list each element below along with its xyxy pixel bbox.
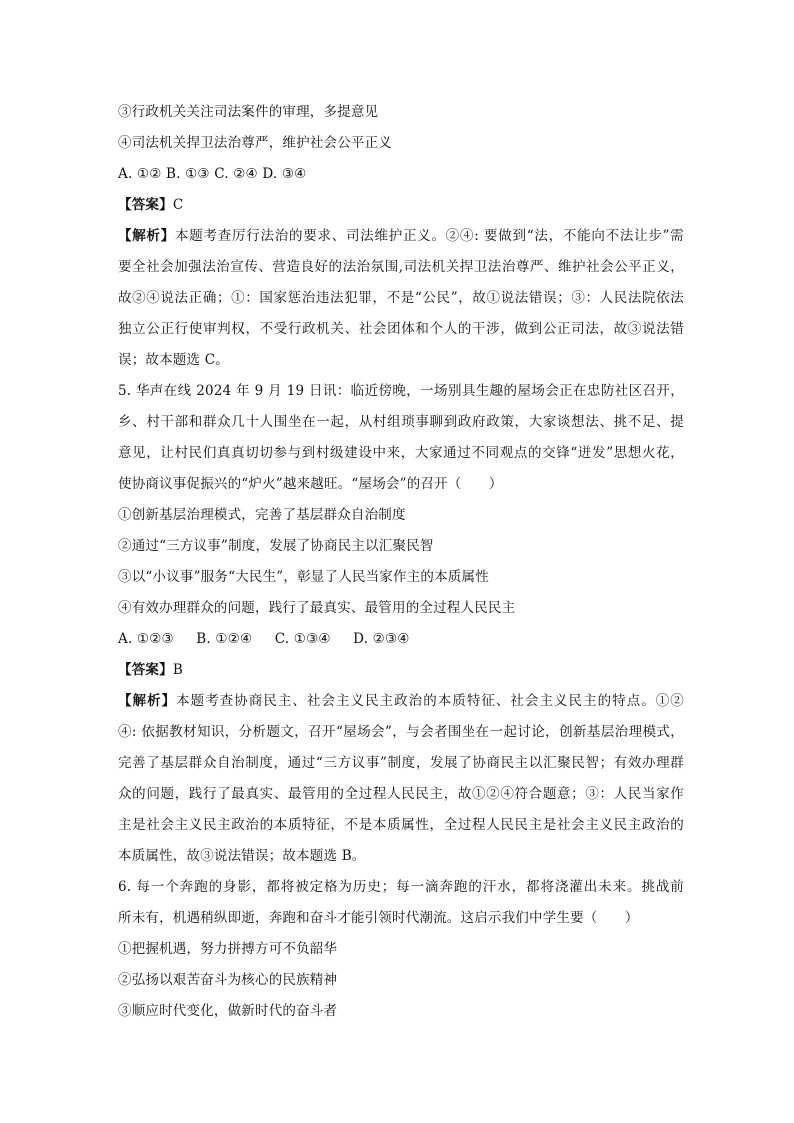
- q6-option-1: ①把握机遇，努力拼搏方可不负韶华: [118, 941, 338, 957]
- q5-option-4: ④有效办理群众的问题，践行了最真实、最管用的全过程人民民主: [118, 600, 516, 616]
- q5-analysis-line-3: 完善了基层群众自治制度，通过“三方议事”制度，发展了协商民主以汇聚民智；有效办理群: [118, 755, 684, 771]
- q5-stem-line-3: 意见，让村民们真真切切参与到村级建设中来，大家通过不同观点的交锋“迸发”思想火花，: [118, 445, 684, 461]
- q5-analysis-line-6: 本质属性，故③说法错误；故本题选 B。: [118, 848, 366, 864]
- q5-option-1: ①创新基层治理模式，完善了基层群众自治制度: [118, 507, 406, 523]
- q4-analysis-line-5: 误；故本题选 C。: [118, 352, 229, 368]
- q5-stem-line-2: 乡、村干部和群众几十人围坐在一起，从村组琐事聊到政府政策，大家谈想法、挑不足、提: [118, 414, 684, 430]
- q5-choices: A. ①②③ B. ①②④ C. ①③④ D. ②③④: [118, 631, 410, 647]
- q6-stem-line-1: 6. 每一个奔跑的身影，都将被定格为历史；每一滴奔跑的汗水，都将浇灌出未来。挑战前: [118, 879, 684, 895]
- q4-answer: [118, 195, 688, 215]
- q5-stem-line-1: 5. 华声在线 2024 年 9 月 19 日讯：临近傍晚，一场别具生趣的屋场会正在忠防社区召开，: [118, 383, 684, 399]
- analysis-tag: 【解析】: [118, 693, 177, 709]
- q5-analysis-line-1: [118, 691, 684, 711]
- q4-option-3: ③行政机关关注司法案件的审理，多提意见: [118, 104, 379, 120]
- answer-tag: 【答案】: [118, 662, 173, 678]
- q4-analysis-line-1: [118, 226, 684, 246]
- q6-stem-line-2: 所未有，机遇稍纵即逝，奔跑和奋斗才能引领时代潮流。这启示我们中学生要（ ）: [118, 910, 639, 926]
- q6-option-2: ②弘扬以艰苦奋斗为核心的民族精神: [118, 972, 338, 988]
- q5-option-3: ③以“小议事”服务“大民生”，彰显了人民当家作主的本质属性: [118, 569, 489, 585]
- analysis-text: 本题考查协商民主、社会主义民主政治的本质特征、社会主义民主的特点。①②: [176, 693, 684, 709]
- q5-stem-line-4: 使协商议事促振兴的“炉火”越来越旺。“屋场会”的召开（ ）: [118, 476, 503, 492]
- q4-analysis-line-4: 独立公正行使审判权，不受行政机关、社会团体和个人的干涉，做到公正司法，故③说法错: [118, 321, 684, 337]
- analysis-text: 本题考查厉行法治的要求、司法维护正义。②④: 要做到“法，不能向不法让步”需: [175, 228, 684, 244]
- q5-answer: [118, 660, 688, 680]
- q4-analysis-line-3: 故②④说法正确；①：国家惩治违法犯罪，不是“公民”，故①说法错误；③：人民法院依法: [118, 290, 684, 306]
- analysis-tag: 【解析】: [118, 228, 175, 244]
- q4-option-4: ④司法机关捍卫法治尊严，维护社会公平正义: [118, 135, 392, 151]
- q4-choices: A. ①② B. ①③ C. ②④ D. ③④: [118, 166, 307, 182]
- q5-option-2: ②通过“三方议事”制度，发展了协商民主以汇聚民智: [118, 538, 434, 554]
- q6-option-3: ③顺应时代变化，做新时代的奋斗者: [118, 1003, 338, 1019]
- answer-tag: 【答案】: [118, 197, 173, 213]
- q5-analysis-line-2: ④: 依据教材知识，分析题文，召开“屋场会”，与会者围坐在一起讨论，创新基层治理模式，: [118, 724, 684, 740]
- answer-value: C: [172, 197, 184, 213]
- q5-analysis-line-5: 主是社会主义民主政治的本质特征，不是本质属性，全过程人民民主是社会主义民主政治的: [118, 817, 684, 833]
- answer-value: B: [172, 662, 183, 678]
- q4-analysis-line-2: 要全社会加强法治宣传、营造良好的法治氛围,司法机关捍卫法治尊严、维护社会公平正义，: [118, 259, 684, 275]
- q5-analysis-line-4: 众的问题，践行了最真实、最管用的全过程人民民主，故①②④符合题意；③：人民当家作: [118, 786, 684, 802]
